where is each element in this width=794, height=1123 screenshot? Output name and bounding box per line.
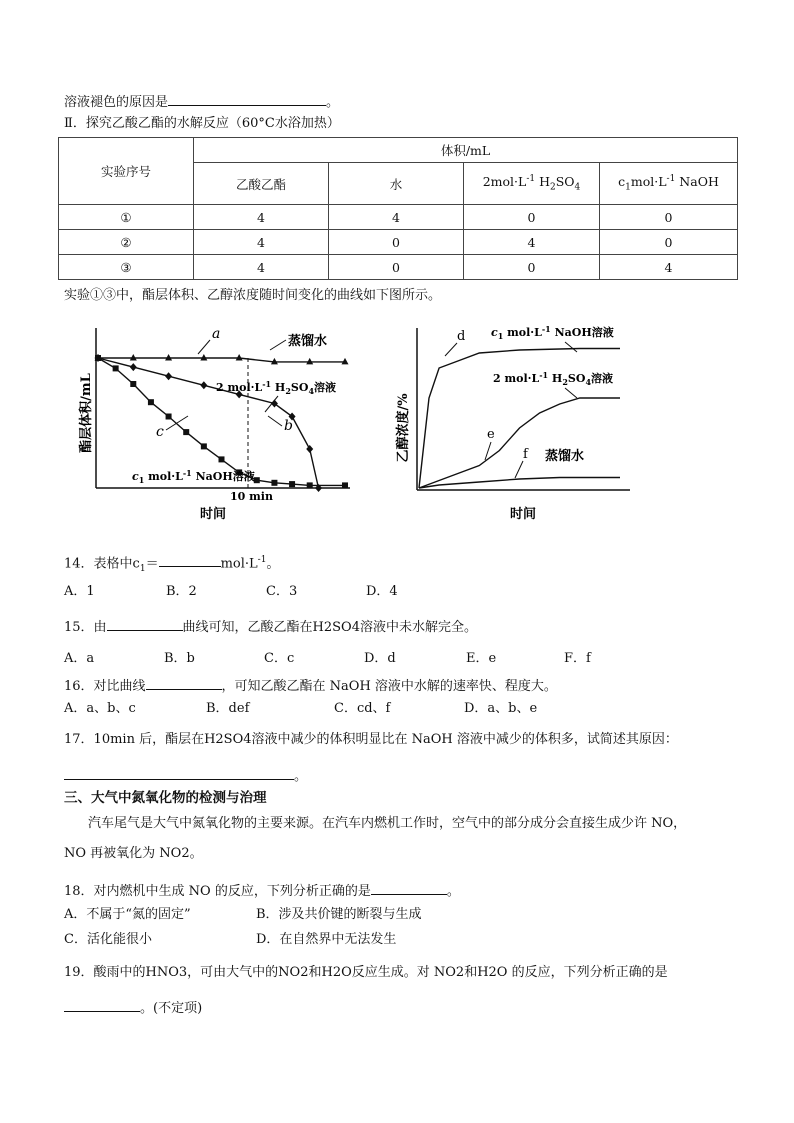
q14-sup: -1 bbox=[257, 555, 267, 565]
cell-id: ② bbox=[59, 230, 194, 255]
data-point-c bbox=[183, 429, 189, 435]
data-point-a bbox=[200, 354, 207, 361]
cell-water: 0 bbox=[329, 255, 464, 280]
data-point-c bbox=[289, 481, 295, 487]
cell-h2so4: 0 bbox=[464, 255, 600, 280]
q17-end: 。 bbox=[294, 769, 308, 784]
label-naoh-2: $c_1$ $mol\cdot L^{-1}$ NaOH溶液 bbox=[491, 324, 614, 341]
q14-mid: ＝ bbox=[145, 556, 159, 572]
q14-option[interactable]: A．1 bbox=[64, 584, 95, 599]
q14-option[interactable]: C．3 bbox=[266, 584, 298, 599]
cell-h2so4: 0 bbox=[464, 205, 600, 230]
q15-option[interactable]: A．a bbox=[64, 651, 95, 666]
q14-pre: 14．表格中c bbox=[64, 556, 140, 572]
q14-option[interactable]: D．4 bbox=[366, 584, 398, 599]
q15-option[interactable]: D．d bbox=[364, 651, 396, 666]
cell-naoh: 0 bbox=[600, 230, 738, 255]
data-point-a bbox=[130, 354, 137, 361]
intro-line bbox=[64, 91, 339, 112]
q17-text: 17．10min 后，酯层在H2SO4溶液中减少的体积明显比在 NaOH 溶液中减少的体积多，试简述其原因： bbox=[64, 732, 678, 747]
q18-option[interactable]: B．涉及共价键的断裂与生成 bbox=[256, 907, 422, 922]
answer-blank[interactable] bbox=[168, 91, 326, 106]
ethanol-concentration-chart bbox=[395, 318, 635, 528]
q18-end: 。 bbox=[446, 884, 460, 899]
q18-option[interactable]: C．活化能很小 bbox=[64, 932, 152, 947]
q16-option[interactable]: C．cd、f bbox=[334, 701, 391, 716]
q16-option[interactable]: A．a、b、c bbox=[64, 701, 136, 716]
header-seq: 实验序号 bbox=[59, 138, 194, 205]
cell-id: ③ bbox=[59, 255, 194, 280]
experiment-table bbox=[58, 137, 738, 280]
q15-pre: 15．由 bbox=[64, 620, 107, 635]
q15-post: 曲线可知，乙酸乙酯在H2SO4溶液中未水解完全。 bbox=[182, 620, 477, 635]
q14-sub: 1 bbox=[139, 563, 146, 574]
figure-caption: 实验①③中，酯层体积、乙醇浓度随时间变化的曲线如下图所示。 bbox=[64, 288, 442, 303]
label-c: c bbox=[156, 424, 164, 440]
q16-post: ，可知乙酸乙酯在 NaOH 溶液中水解的速率快、程度大。 bbox=[221, 679, 557, 694]
q14-text bbox=[64, 551, 279, 578]
q18-pre: 18．对内燃机中生成 NO 的反应，下列分析正确的是 bbox=[64, 884, 371, 899]
q15-blank[interactable] bbox=[107, 616, 183, 631]
label-a: a bbox=[212, 326, 221, 342]
pointer-water bbox=[270, 340, 286, 350]
cell-water: 0 bbox=[329, 230, 464, 255]
chart2-xlabel: 时间 bbox=[510, 507, 537, 522]
q14-post: mol·L bbox=[220, 556, 258, 572]
data-point-c bbox=[148, 399, 154, 405]
q15-option[interactable]: F．f bbox=[564, 651, 591, 666]
pointer-d bbox=[445, 343, 457, 356]
cell-naoh: 4 bbox=[600, 255, 738, 280]
label-water-2: 蒸馏水 bbox=[545, 449, 585, 464]
pointer-a bbox=[198, 340, 210, 354]
header-h2so4: $2mol\cdot L^{-1}$ $H_2SO_4$ bbox=[464, 163, 600, 205]
cell-ester: 4 bbox=[194, 255, 329, 280]
cell-water: 4 bbox=[329, 205, 464, 230]
q15-option[interactable]: B．b bbox=[164, 651, 195, 666]
data-point-c bbox=[95, 355, 101, 361]
table-row bbox=[59, 230, 738, 255]
data-point-a bbox=[236, 354, 243, 361]
data-point-b bbox=[130, 363, 137, 371]
section3-para1: 汽车尾气是大气中氮氧化物的主要来源。在汽车内燃机工作时，空气中的部分成分会直接生成少许 NO， bbox=[88, 816, 687, 831]
data-point-a bbox=[342, 358, 349, 365]
intro-text: 溶液褪色的原因是 bbox=[64, 95, 169, 110]
data-point-c bbox=[307, 482, 313, 488]
cell-ester: 4 bbox=[194, 230, 329, 255]
q16-pre: 16．对比曲线 bbox=[64, 679, 146, 694]
section2-title: Ⅱ．探究乙酸乙酯的水解反应（60°C水浴加热） bbox=[64, 116, 340, 131]
q16-option[interactable]: D．a、b、e bbox=[464, 701, 538, 716]
table-row bbox=[59, 255, 738, 280]
label-h2so4: 2 $mol\cdot L^{-1}$ $H_2SO_4$溶液 bbox=[216, 379, 337, 396]
series-line-e bbox=[419, 398, 620, 488]
q16-blank[interactable] bbox=[146, 675, 222, 690]
data-point-b bbox=[200, 381, 207, 389]
data-point-b bbox=[306, 445, 313, 453]
data-point-c bbox=[219, 456, 225, 462]
data-point-c bbox=[271, 480, 277, 486]
q18-option[interactable]: A．不属于“氮的固定” bbox=[64, 907, 191, 922]
q18-text bbox=[64, 880, 460, 901]
data-point-c bbox=[201, 443, 207, 449]
section3-title: 三、大气中氮氧化物的检测与治理 bbox=[64, 790, 267, 806]
data-point-b bbox=[165, 372, 172, 380]
label-naoh: $c_1$ $mol\cdot L^{-1}$ NaOH溶液 bbox=[132, 468, 255, 485]
series-line-c bbox=[98, 358, 345, 485]
q15-option[interactable]: E．e bbox=[466, 651, 497, 666]
intro-end: 。 bbox=[326, 95, 340, 110]
q18-blank[interactable] bbox=[371, 880, 447, 895]
time-marker-label: 10 min bbox=[230, 490, 273, 503]
q19-end: 。(不定项) bbox=[140, 1001, 203, 1016]
data-point-a bbox=[306, 358, 313, 365]
q18-option[interactable]: D．在自然界中无法发生 bbox=[256, 932, 397, 947]
q15-text bbox=[64, 616, 477, 637]
chart1-xlabel: 时间 bbox=[200, 507, 227, 522]
series-line-f bbox=[419, 478, 620, 489]
data-point-c bbox=[342, 482, 348, 488]
q19-blank[interactable] bbox=[64, 997, 140, 1012]
q16-option[interactable]: B．def bbox=[206, 701, 250, 716]
label-b: b bbox=[284, 418, 293, 434]
q17-answer-line bbox=[64, 765, 307, 786]
header-ester: 乙酸乙酯 bbox=[194, 163, 329, 205]
data-point-c bbox=[130, 381, 136, 387]
q14-blank[interactable] bbox=[159, 552, 221, 567]
q16-text bbox=[64, 675, 557, 696]
chart2-ylabel: 乙醇浓度/% bbox=[396, 393, 411, 463]
cell-ester: 4 bbox=[194, 205, 329, 230]
pointer-h2so4-2 bbox=[565, 388, 577, 398]
pointer-naoh-2 bbox=[565, 342, 577, 352]
header-water: 水 bbox=[329, 163, 464, 205]
q14-end: 。 bbox=[266, 556, 280, 572]
label-f: f bbox=[523, 447, 528, 462]
chart1-ylabel: 酯层体积/mL bbox=[79, 373, 94, 453]
pointer-b bbox=[268, 416, 282, 426]
q19-answer-line bbox=[64, 997, 202, 1018]
data-point-a bbox=[165, 354, 172, 361]
q19-text: 19．酸雨中的HNO3，可由大气中的NO2和H2O反应生成。对 NO2和H2O 的反应，下列分析正确的是 bbox=[64, 965, 668, 980]
cell-naoh: 0 bbox=[600, 205, 738, 230]
ester-volume-chart bbox=[60, 318, 360, 528]
pointer-f bbox=[515, 461, 523, 478]
cell-h2so4: 4 bbox=[464, 230, 600, 255]
cell-id: ① bbox=[59, 205, 194, 230]
table-row bbox=[59, 205, 738, 230]
series-line-d bbox=[419, 349, 620, 489]
header-volume: 体积/mL bbox=[194, 138, 738, 163]
label-water: 蒸馏水 bbox=[288, 334, 328, 349]
data-point-c bbox=[166, 414, 172, 420]
label-d: d bbox=[457, 329, 466, 344]
q14-option[interactable]: B．2 bbox=[166, 584, 197, 599]
q15-option[interactable]: C．c bbox=[264, 651, 295, 666]
label-h2so4-2: 2 $mol\cdot L^{-1}$ $H_2SO_4$溶液 bbox=[493, 370, 614, 387]
section3-para2: NO 再被氧化为 NO2。 bbox=[64, 846, 203, 861]
label-e: e bbox=[487, 427, 495, 442]
q17-blank[interactable] bbox=[64, 765, 294, 780]
header-naoh: $c_1mol\cdot L^{-1}$ NaOH bbox=[600, 163, 738, 205]
data-point-c bbox=[113, 365, 119, 371]
